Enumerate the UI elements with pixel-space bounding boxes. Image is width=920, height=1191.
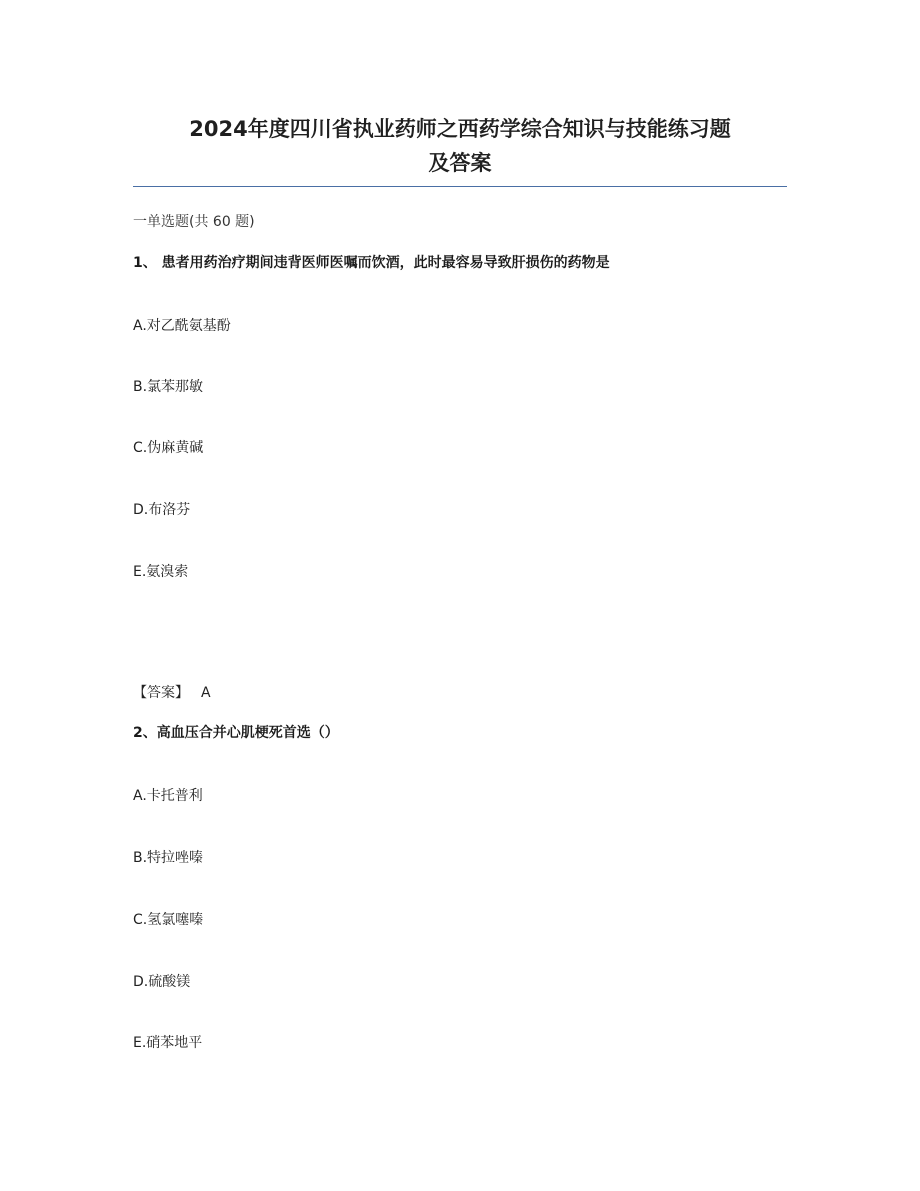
answer-value: A bbox=[201, 685, 211, 701]
question-1-option-a: A.对乙酰氨基酚 bbox=[133, 318, 231, 334]
question-2-option-b: B.特拉唑嗪 bbox=[133, 850, 204, 866]
question-1-option-d: D.布洛芬 bbox=[133, 502, 191, 518]
question-2-option-c: C.氢氯噻嗪 bbox=[133, 912, 204, 928]
question-1-option-c: C.伪麻黄碱 bbox=[133, 440, 204, 456]
question-1-answer bbox=[133, 683, 211, 703]
question-1-option-b: B.氯苯那敏 bbox=[133, 379, 204, 395]
question-1-stem: 1、 患者用药治疗期间违背医师医嘱而饮酒，此时最容易导致肝损伤的药物是 bbox=[133, 255, 610, 271]
question-2-stem: 2、高血压合并心肌梗死首选（） bbox=[133, 725, 339, 741]
title-line-2: 及答案 bbox=[428, 151, 492, 175]
question-2-option-a: A.卡托普利 bbox=[133, 788, 203, 804]
title-divider bbox=[133, 186, 787, 187]
answer-label: 【答案】 bbox=[133, 685, 189, 701]
question-1-option-e: E.氨溴索 bbox=[133, 564, 189, 580]
question-2-option-e: E.硝苯地平 bbox=[133, 1035, 203, 1051]
section-heading: 一单选题(共 60 题) bbox=[133, 214, 255, 230]
question-2-option-d: D.硫酸镁 bbox=[133, 974, 191, 990]
document-title bbox=[120, 112, 800, 180]
title-line-1: 2024年度四川省执业药师之西药学综合知识与技能练习题 bbox=[189, 117, 731, 141]
